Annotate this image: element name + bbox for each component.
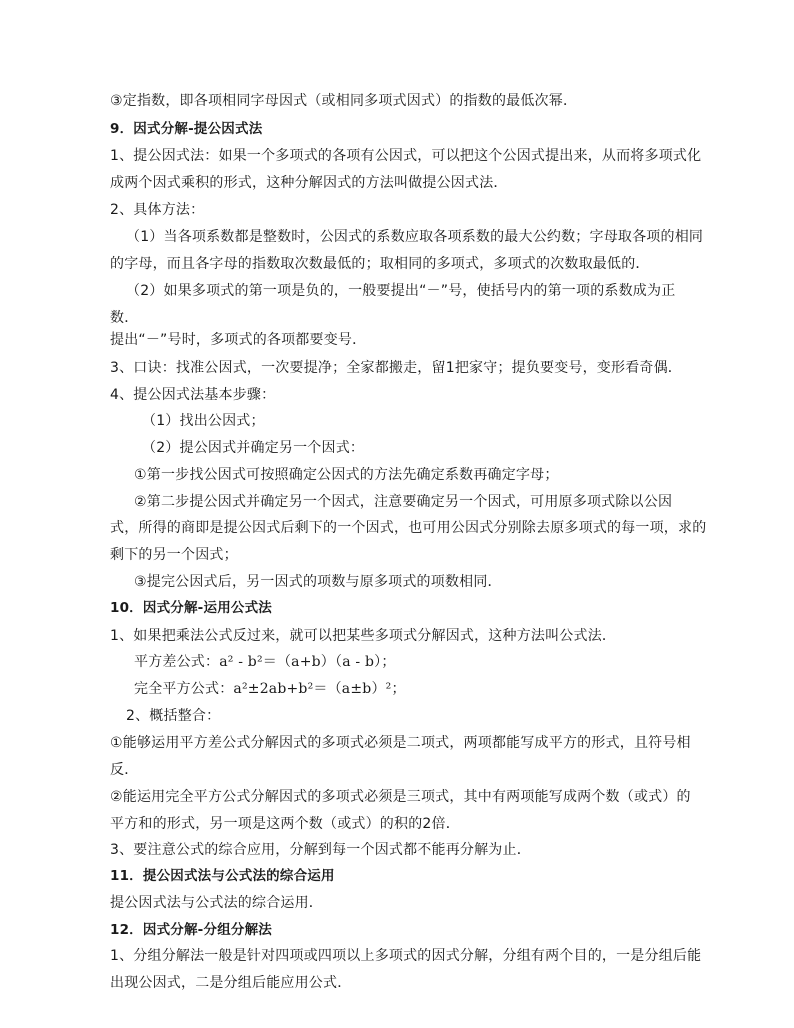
text-line: 2、概括整合： <box>126 708 221 724</box>
text-line: 3、要注意公式的综合应用，分解到每一个因式都不能再分解为止． <box>110 842 531 858</box>
text-line: （1）当各项系数都是整数时，公因式的系数应取各项系数的最大公约数；字母取各项的相同 <box>126 229 704 245</box>
text-line: （2）提公因式并确定另一个因式： <box>142 440 365 456</box>
text-line: ③定指数，即各项相同字母因式（或相同多项式因式）的指数的最低次幂． <box>110 93 578 109</box>
text-line: 2、具体方法： <box>110 202 205 218</box>
text-line: （1）找出公因式； <box>142 413 265 429</box>
text-line: 1、如果把乘法公式反过来，就可以把某些多项式分解因式，这种方法叫公式法． <box>110 628 617 644</box>
section-heading: 11．提公因式法与公式法的综合运用 <box>110 868 335 884</box>
text-line: （2）如果多项式的第一项是负的，一般要提出“－”号，使括号内的第一项的系数成为正 <box>126 283 676 299</box>
text-line: 剩下的另一个因式； <box>110 547 238 563</box>
section-heading: 9．因式分解-提公因式法 <box>110 121 263 137</box>
section-heading: 12．因式分解-分组分解法 <box>110 922 272 938</box>
text-line: 1、分组分解法一般是针对四项或四项以上多项式的因式分解，分组有两个目的，一是分组后能 <box>110 948 702 964</box>
text-line: 式，所得的商即是提公因式后剩下的一个因式，也可用公因式分别除去原多项式的每一项，求的 <box>110 520 707 536</box>
text-line: 出现公因式，二是分组后能应用公式． <box>110 975 352 991</box>
section-heading: 10．因式分解-运用公式法 <box>110 600 272 616</box>
text-line: 数． <box>110 310 139 326</box>
text-line: ③提完公因式后，另一因式的项数与原多项式的项数相同． <box>134 574 502 590</box>
text-line: ①能够运用平方差公式分解因式的多项式必须是二项式，两项都能写成平方的形式，且符号相 <box>110 735 691 751</box>
formula-line: 平方差公式：a² - b²＝（a+b）（a - b）； <box>134 654 396 670</box>
text-line: 1、提公因式法：如果一个多项式的各项有公因式，可以把这个公因式提出来，从而将多项式化 <box>110 148 702 164</box>
text-line: 3、口诀：找准公因式，一次要提净；全家都搬走，留1把家守；提负要变号，变形看奇偶． <box>110 360 683 376</box>
text-line: ②能运用完全平方公式分解因式的多项式必须是三项式，其中有两项能写成两个数（或式）的 <box>110 789 691 805</box>
text-line: 成两个因式乘积的形式，这种分解因式的方法叫做提公因式法． <box>110 175 508 191</box>
text-line: 提出“－”号时，多项式的各项都要变号． <box>110 332 367 348</box>
text-line: ②第二步提公因式并确定另一个因式，注意要确定另一个因式，可用原多项式除以公因 <box>134 494 673 510</box>
text-line: 的字母，而且各字母的指数取次数最低的；取相同的多项式，多项式的次数取最低的． <box>110 256 650 272</box>
text-line: ①第一步找公因式可按照确定公因式的方法先确定系数再确定字母； <box>134 467 559 483</box>
text-line: 4、提公因式法基本步骤： <box>110 387 276 403</box>
formula-line: 完全平方公式：a²±2ab+b²＝（a±b）²； <box>134 681 406 697</box>
text-line: 平方和的形式，另一项是这两个数（或式）的积的2倍． <box>110 816 460 832</box>
text-line: 反． <box>110 762 139 778</box>
text-line: 提公因式法与公式法的综合运用． <box>110 895 323 911</box>
